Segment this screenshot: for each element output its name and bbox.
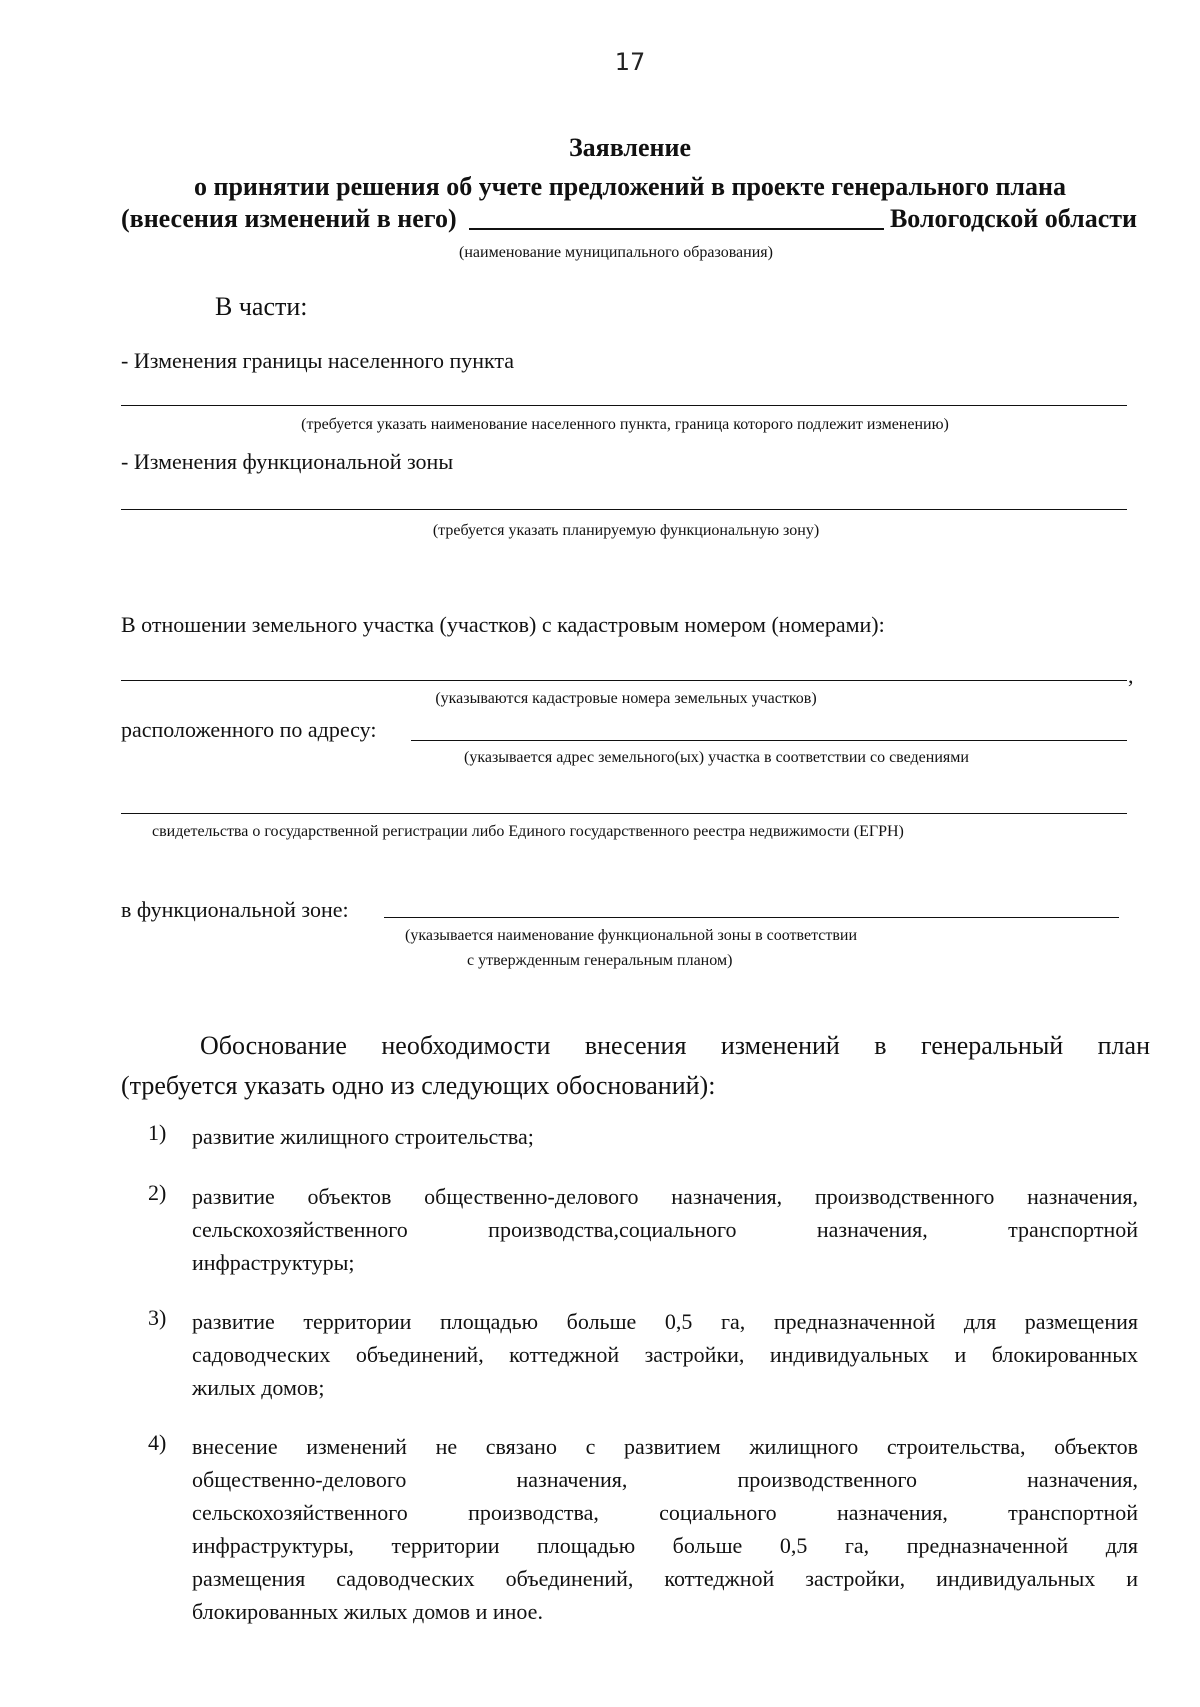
list-item-line: развитие территории площадью больше 0,5 га, предназначенной для размещения (192, 1309, 1138, 1334)
list-item-line: блокированных жилых домов и иное. (192, 1599, 543, 1624)
list-item-line: жилых домов; (192, 1375, 325, 1400)
cadastral-number-input-line[interactable] (121, 680, 1127, 681)
municipality-hint: (наименование муниципального образования) (459, 244, 773, 261)
zone-label: в функциональной зоне: (121, 897, 349, 922)
list-item-3 (148, 1305, 1138, 1404)
address-label: расположенного по адресу: (121, 717, 377, 742)
land-plot-label: В отношении земельного участка (участков) с кадастровым номером (номерами): (121, 612, 885, 637)
page-number: 17 (614, 48, 646, 76)
list-item-line: размещения садоводческих объединений, коттеджной застройки, индивидуальных и (192, 1566, 1138, 1591)
functional-zone-change-label: - Изменения функциональной зоны (121, 449, 454, 474)
title-line-3 (121, 204, 1137, 234)
list-item-line: садоводческих объединений, коттеджной застройки, индивидуальных и блокированных (192, 1342, 1138, 1367)
address-hint-line-1: (указывается адрес земельного(ых) участка в соответствии со сведениями (464, 749, 969, 766)
settlement-boundary-hint: (требуется указать наименование населенного пункта, граница которого подлежит изменению) (301, 416, 949, 433)
list-item-number: 1) (148, 1120, 167, 1145)
list-item-2 (148, 1180, 1138, 1279)
zone-hint-line-1: (указывается наименование функциональной зоны в соответствии (405, 927, 858, 944)
list-item-line: внесение изменений не связано с развитием жилищного строительства, объектов (192, 1434, 1138, 1459)
settlement-boundary-label: - Изменения границы населенного пункта (121, 348, 515, 373)
list-item-line: сельскохозяйственного производства, социального назначения, транспортной (192, 1500, 1138, 1525)
settlement-boundary-input-line[interactable] (121, 405, 1127, 406)
cadastral-hint: (указываются кадастровые номера земельных участков) (435, 690, 817, 707)
title-line-3-left: (внесения изменений в него) (121, 204, 457, 233)
list-item-number: 4) (148, 1430, 167, 1455)
list-item-line: сельскохозяйственного производства,социального назначения, транспортной (192, 1217, 1138, 1242)
list-item-line: инфраструктуры, территории площадью больше 0,5 га, предназначенной для (192, 1533, 1138, 1558)
document-subtitle: о принятии решения об учете предложений в проекте генерального плана (193, 172, 1066, 201)
list-item-1 (148, 1120, 1138, 1153)
zone-input-line[interactable] (384, 917, 1119, 918)
list-item-line: развитие жилищного строительства; (192, 1124, 534, 1149)
list-item-line: общественно-делового назначения, производственного назначения, (192, 1467, 1138, 1492)
justification-heading-line-2: (требуется указать одно из следующих обоснований): (121, 1071, 716, 1100)
document-title: Заявление (568, 133, 692, 162)
municipality-input-line[interactable] (469, 204, 884, 230)
address-hint-line-2: свидетельства о государственной регистрации либо Единого государственного реестра недвижимости (ЕГРН) (152, 823, 904, 840)
section-label: В части: (215, 292, 308, 321)
justification-heading-line-1: Обоснование необходимости внесения изменений в генеральный план (200, 1031, 1150, 1060)
cadastral-comma: , (1128, 663, 1134, 688)
list-item-4 (148, 1430, 1138, 1628)
list-item-line: развитие объектов общественно-делового назначения, производственного назначения, (192, 1184, 1138, 1209)
title-line-3-right: Вологодской области (889, 204, 1137, 233)
address-input-line[interactable] (411, 740, 1127, 741)
list-item-number: 2) (148, 1180, 167, 1205)
address-input-line-2[interactable] (121, 813, 1127, 814)
functional-zone-input-line[interactable] (121, 509, 1127, 510)
functional-zone-hint: (требуется указать планируемую функциональную зону) (432, 522, 820, 539)
zone-hint-line-2: с утвержденным генеральным планом) (467, 952, 733, 969)
list-item-number: 3) (148, 1305, 167, 1330)
list-item-line: инфраструктуры; (192, 1250, 355, 1275)
